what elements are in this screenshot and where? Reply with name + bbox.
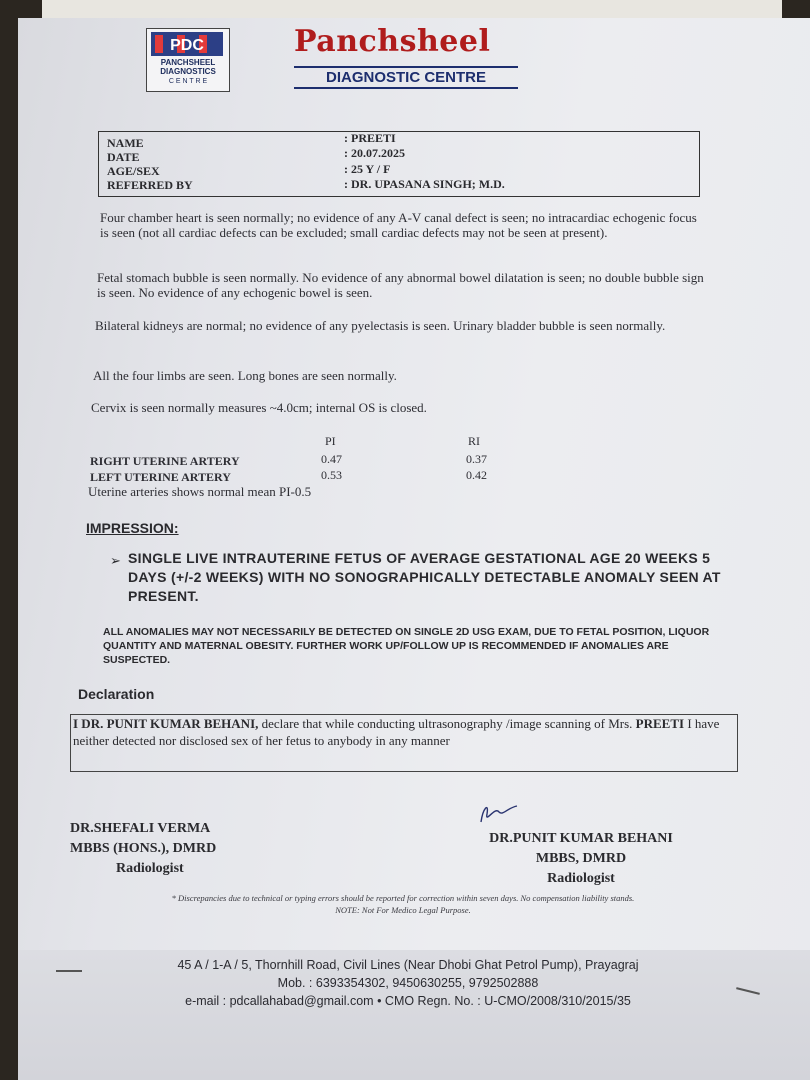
left-doctor-role: Radiologist	[116, 861, 184, 876]
logo-line-3: C E N T R E	[168, 78, 208, 85]
footnote-discrepancy: * Discrepancies due to technical or typing errors should be reported for correction within seven days. No compensation liability stands.	[171, 893, 635, 903]
agesex-value: : 25 Y / F	[344, 162, 391, 176]
referred-value: : DR. UPASANA SINGH; M.D.	[344, 177, 505, 191]
report-sheet	[18, 18, 810, 1080]
declaration-patient: PREETI	[635, 716, 685, 731]
right-pi: 0.47	[321, 452, 342, 466]
left-doctor-degree: MBBS (HONS.), DMRD	[70, 841, 217, 856]
right-doctor-role: Radiologist	[547, 871, 615, 886]
right-artery-label: RIGHT UTERINE ARTERY	[90, 454, 240, 468]
declaration-part-a: declare that while conducting ultrasonography /image scanning of Mrs.	[258, 716, 636, 731]
impression-bullet-icon: ➢	[110, 553, 121, 568]
finding-cervix: Cervix is seen normally measures ~4.0cm; internal OS is closed.	[91, 400, 427, 415]
pdc-logo-mark	[151, 32, 223, 56]
date-label: DATE	[107, 150, 140, 164]
footnote-medico-legal: NOTE: Not For Medico Legal Purpose.	[335, 905, 471, 915]
declaration-part-b: I have neither detected nor disclosed sex of her fetus to anybody in any manner	[73, 716, 720, 748]
uterine-note: Uterine arteries shows normal mean PI-0.5	[88, 484, 312, 499]
name-label: NAME	[107, 136, 144, 150]
finding-kidneys: Bilateral kidneys are normal; no evidence of any pyelectasis is seen. Urinary bladder bubble is seen normally.	[95, 318, 666, 333]
finding-stomach: Fetal stomach bubble is seen normally. No evidence of any abnormal bowel dilatation is seen; no double bubble sign is seen. No evidence of any echogenic bowel is seen.	[97, 270, 704, 300]
handwritten-signature	[473, 798, 523, 828]
left-pi: 0.53	[321, 468, 342, 482]
footer-contact	[128, 956, 688, 1010]
footer-email: e-mail : pdcallahabad@gmail.com • CMO Regn. No. : U-CMO/2008/310/2015/35	[185, 994, 631, 1008]
left-artery-label: LEFT UTERINE ARTERY	[90, 470, 231, 484]
declaration-heading: Declaration	[78, 686, 155, 702]
col-pi: PI	[325, 434, 336, 448]
footer-mobile: Mob. : 6393354302, 9450630255, 9792502888	[277, 976, 539, 990]
declaration-box	[70, 714, 738, 772]
footer-address: 45 A / 1-A / 5, Thornhill Road, Civil Lines (Near Dhobi Ghat Petrol Pump), Prayagraj	[177, 958, 639, 972]
anomaly-disclaimer: ALL ANOMALIES MAY NOT NECESSARILY BE DETECTED ON SINGLE 2D USG EXAM, DUE TO FETAL POSITION, LIQUOR QUANTITY AND MATERNAL OBESITY. FURTHER WORK UP/FOLLOW UP IS RECOMMENDED IF ANOMALIES ARE SUSPECTED.	[103, 626, 710, 666]
patient-info-box	[98, 131, 700, 197]
agesex-label: AGE/SEX	[107, 164, 160, 178]
declaration-text	[73, 715, 733, 749]
brand-subtitle: DIAGNOSTIC CENTRE	[294, 66, 518, 89]
footer-dash-left	[56, 970, 82, 972]
logo-line-1: PANCHSHEEL	[160, 58, 216, 67]
name-value: : PREETI	[344, 131, 396, 145]
brand-name: Panchsheel	[294, 24, 491, 59]
right-doctor-degree: MBBS, DMRD	[535, 851, 627, 866]
impression-text: SINGLE LIVE INTRAUTERINE FETUS OF AVERAGE GESTATIONAL AGE 20 WEEKS 5 DAYS (+/-2 WEEKS) WITH NO SONOGRAPHICALLY DETECTABLE ANOMALY SEEN AT PRESENT.	[128, 550, 721, 604]
declaring-doctor: I DR. PUNIT KUMAR BEHANI,	[73, 716, 259, 731]
finding-limbs: All the four limbs are seen. Long bones are seen normally.	[93, 368, 397, 383]
logo-line-2: DIAGNOSTICS	[160, 67, 216, 76]
right-doctor-name: DR.PUNIT KUMAR BEHANI	[489, 831, 673, 846]
centre-logo	[146, 28, 230, 92]
impression-heading: IMPRESSION:	[86, 520, 179, 536]
left-doctor-name: DR.SHEFALI VERMA	[70, 821, 211, 836]
finding-heart: Four chamber heart is seen normally; no evidence of any A-V canal defect is seen; no intracardiac echogenic focus is seen (not all cardiac defects can be excluded; small cardiac defects may not be seen at present).	[100, 210, 697, 240]
referred-label: REFERRED BY	[107, 178, 193, 192]
signature-right	[466, 829, 696, 889]
right-ri: 0.37	[466, 452, 487, 466]
logo-letters: PDC	[170, 37, 204, 54]
footnote	[118, 892, 688, 916]
left-ri: 0.42	[466, 468, 487, 482]
col-ri: RI	[468, 434, 480, 448]
date-value: : 20.07.2025	[344, 146, 405, 160]
signature-left	[70, 819, 216, 879]
